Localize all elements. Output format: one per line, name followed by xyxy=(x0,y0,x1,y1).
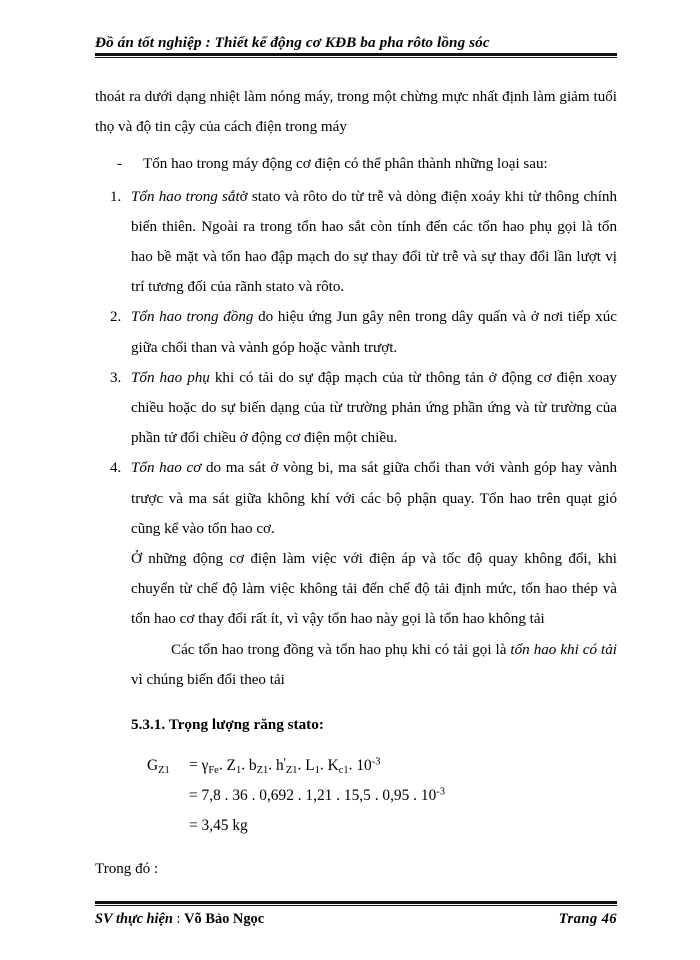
term-base: Z xyxy=(226,756,236,774)
term-kc1 xyxy=(328,757,349,774)
term-sub: Fe xyxy=(208,764,219,776)
term-power-ten xyxy=(421,787,445,804)
footer-page-number: Trang 46 xyxy=(558,911,617,927)
term-base: L xyxy=(305,756,315,774)
list-item xyxy=(95,363,617,454)
sep-dot: . xyxy=(319,756,324,774)
formula-values: 7,8 . 36 . 0,692 . 1,21 . 15,5 . 0,95 . xyxy=(201,786,421,804)
term-hz1-prime xyxy=(276,757,298,774)
list-item-text xyxy=(131,182,617,303)
list-item-text xyxy=(131,302,617,362)
term-base: b xyxy=(248,756,257,774)
list-item-text xyxy=(131,363,617,454)
list-item-emphasis: Tổn hao trong đồng xyxy=(131,309,254,326)
term-bz1 xyxy=(249,757,268,774)
sep-dot: . xyxy=(241,756,246,774)
term-base: h xyxy=(275,756,284,774)
list-item xyxy=(95,302,617,362)
term-l1 xyxy=(305,757,320,774)
paragraph-final-emphasis: tổn hao khi có tải xyxy=(510,641,617,658)
intro-paragraph: thoát ra dưới dạng nhiệt làm nóng máy, trong một chừng mực nhất định làm giảm tuổi thọ và độ tin cậy của cách điện trong máy xyxy=(95,89,617,136)
dash-item-text: Tổn hao trong máy động cơ điện có thể phân thành những loại sau: xyxy=(143,156,548,173)
term-sub: Z1 xyxy=(256,764,269,776)
header-title: Đồ án tốt nghiệp : Thiết kế động cơ KĐB ba pha rôto lồng sóc xyxy=(95,34,490,51)
term-power-ten xyxy=(356,757,380,774)
power-base: 10 xyxy=(420,786,437,804)
footer-divider xyxy=(95,901,617,906)
formula-lhs-symbol: G xyxy=(147,756,159,774)
equals-sign: = xyxy=(189,816,198,834)
formula-rhs-1 xyxy=(189,747,380,781)
list-item xyxy=(95,453,617,544)
term-sub: 1 xyxy=(235,764,242,776)
power-exponent: -3 xyxy=(436,786,445,798)
list-item-rest: khi có tải do sự đập mạch của từ thông tản ở động cơ điện xoay chiều hoặc do sự biến dạng của từ trường phản ứng phần ứng và từ trường của phần tử đổi chiều ở động cơ điện một chiều. xyxy=(131,369,617,447)
formula-block xyxy=(147,747,617,841)
term-sub: c1 xyxy=(338,764,349,776)
list-item-number: 3. xyxy=(110,369,122,386)
equals-sign: = xyxy=(189,786,198,804)
list-item-number: 1. xyxy=(110,188,122,205)
list-item-text xyxy=(131,453,617,544)
page-header xyxy=(95,34,617,58)
term-z1 xyxy=(227,757,242,774)
paragraph-final-pre: Các tổn hao trong đồng và tổn hao phụ khi có tải gọi là xyxy=(171,641,511,658)
footer-author-label: SV thực hiện xyxy=(95,911,173,927)
term-sub: Z1 xyxy=(285,764,298,776)
footer-separator: : xyxy=(172,911,185,927)
list-item-emphasis: Tổn hao trong sắt xyxy=(131,188,240,205)
document-body xyxy=(95,82,617,883)
formula-line-1 xyxy=(147,747,617,781)
post-list-block xyxy=(131,544,617,695)
section-heading: 5.3.1. Trọng lượng răng stato: xyxy=(131,716,324,734)
sep-dot: . xyxy=(297,756,302,774)
power-base: 10 xyxy=(356,756,372,774)
formula-rhs-2 xyxy=(189,781,445,811)
sep-dot: . xyxy=(348,756,353,774)
bulleted-item xyxy=(95,149,617,179)
paragraph-after-list: Ở những động cơ điện làm việc với điện áp và tốc độ quay không đổi, khi chuyển từ chế độ làm việc không tải đến chế độ tải định mức, tổn hao thép và tổn hao cơ thay đổi rất ít, vì vậy tổn hao này gọi là tổn hao không tải xyxy=(131,551,617,628)
power-exponent: -3 xyxy=(371,756,381,768)
formula-lhs-subscript: Z1 xyxy=(158,764,170,776)
term-gamma-fe xyxy=(202,757,219,774)
header-divider xyxy=(95,53,617,58)
formula-rhs-3 xyxy=(189,811,248,841)
list-item-rest: do hiệu ứng Jun gây nên trong dây quấn và ở nơi tiếp xúc giữa chổi than và vành góp hoặc vành trượt. xyxy=(131,309,617,356)
list-item xyxy=(95,182,617,303)
list-item-rest: do ma sát ở vòng bi, ma sát giữa chổi than với vành góp hay vành trược và ma sát giữa không khí với các bộ phận quay. Tổn hao trên quạt gió cũng kể vào tổn hao cơ. xyxy=(131,460,617,537)
loss-types-list xyxy=(95,182,617,544)
formula-lhs xyxy=(147,751,189,781)
formula-line-2 xyxy=(147,781,617,811)
paragraph-final-post: vì chúng biến đổi theo tải xyxy=(131,671,285,688)
footer-row xyxy=(95,911,617,928)
term-sub: 1 xyxy=(314,764,320,776)
list-item-emphasis: Tổn hao phụ xyxy=(131,369,210,386)
equals-sign: = xyxy=(189,756,198,774)
list-item-number: 4. xyxy=(110,460,122,477)
list-item-number: 2. xyxy=(110,309,122,326)
paragraph-final xyxy=(131,635,617,695)
footer-author-name: Võ Bảo Ngọc xyxy=(184,911,265,927)
sep-dot: . xyxy=(218,756,223,774)
formula-result: 3,45 kg xyxy=(201,816,248,834)
list-item-rest: ở stato và rôto do từ trễ và dòng điện xoáy khi từ thông chính biến thiên. Ngoài ra trong tổn hao sắt còn tính đến các tổn hao phụ gọi là tổn hao bề mặt và tổn hao đập mạch do sự thay đổi từ trễ và sự thay đổi lần lượt vị trí tương đối của rãnh stato và rôto. xyxy=(131,188,617,296)
page-footer xyxy=(95,901,617,928)
formula-line-3 xyxy=(147,811,617,841)
footer-author xyxy=(95,911,264,928)
term-base: K xyxy=(327,756,339,774)
list-item-emphasis: Tổn hao cơ xyxy=(131,460,202,477)
sep-dot: . xyxy=(268,756,273,774)
term-base: γ xyxy=(201,756,209,774)
dash-marker: - xyxy=(117,156,123,173)
trong-do-label: Trong đó : xyxy=(95,860,159,877)
prime-mark: ' xyxy=(283,755,286,770)
